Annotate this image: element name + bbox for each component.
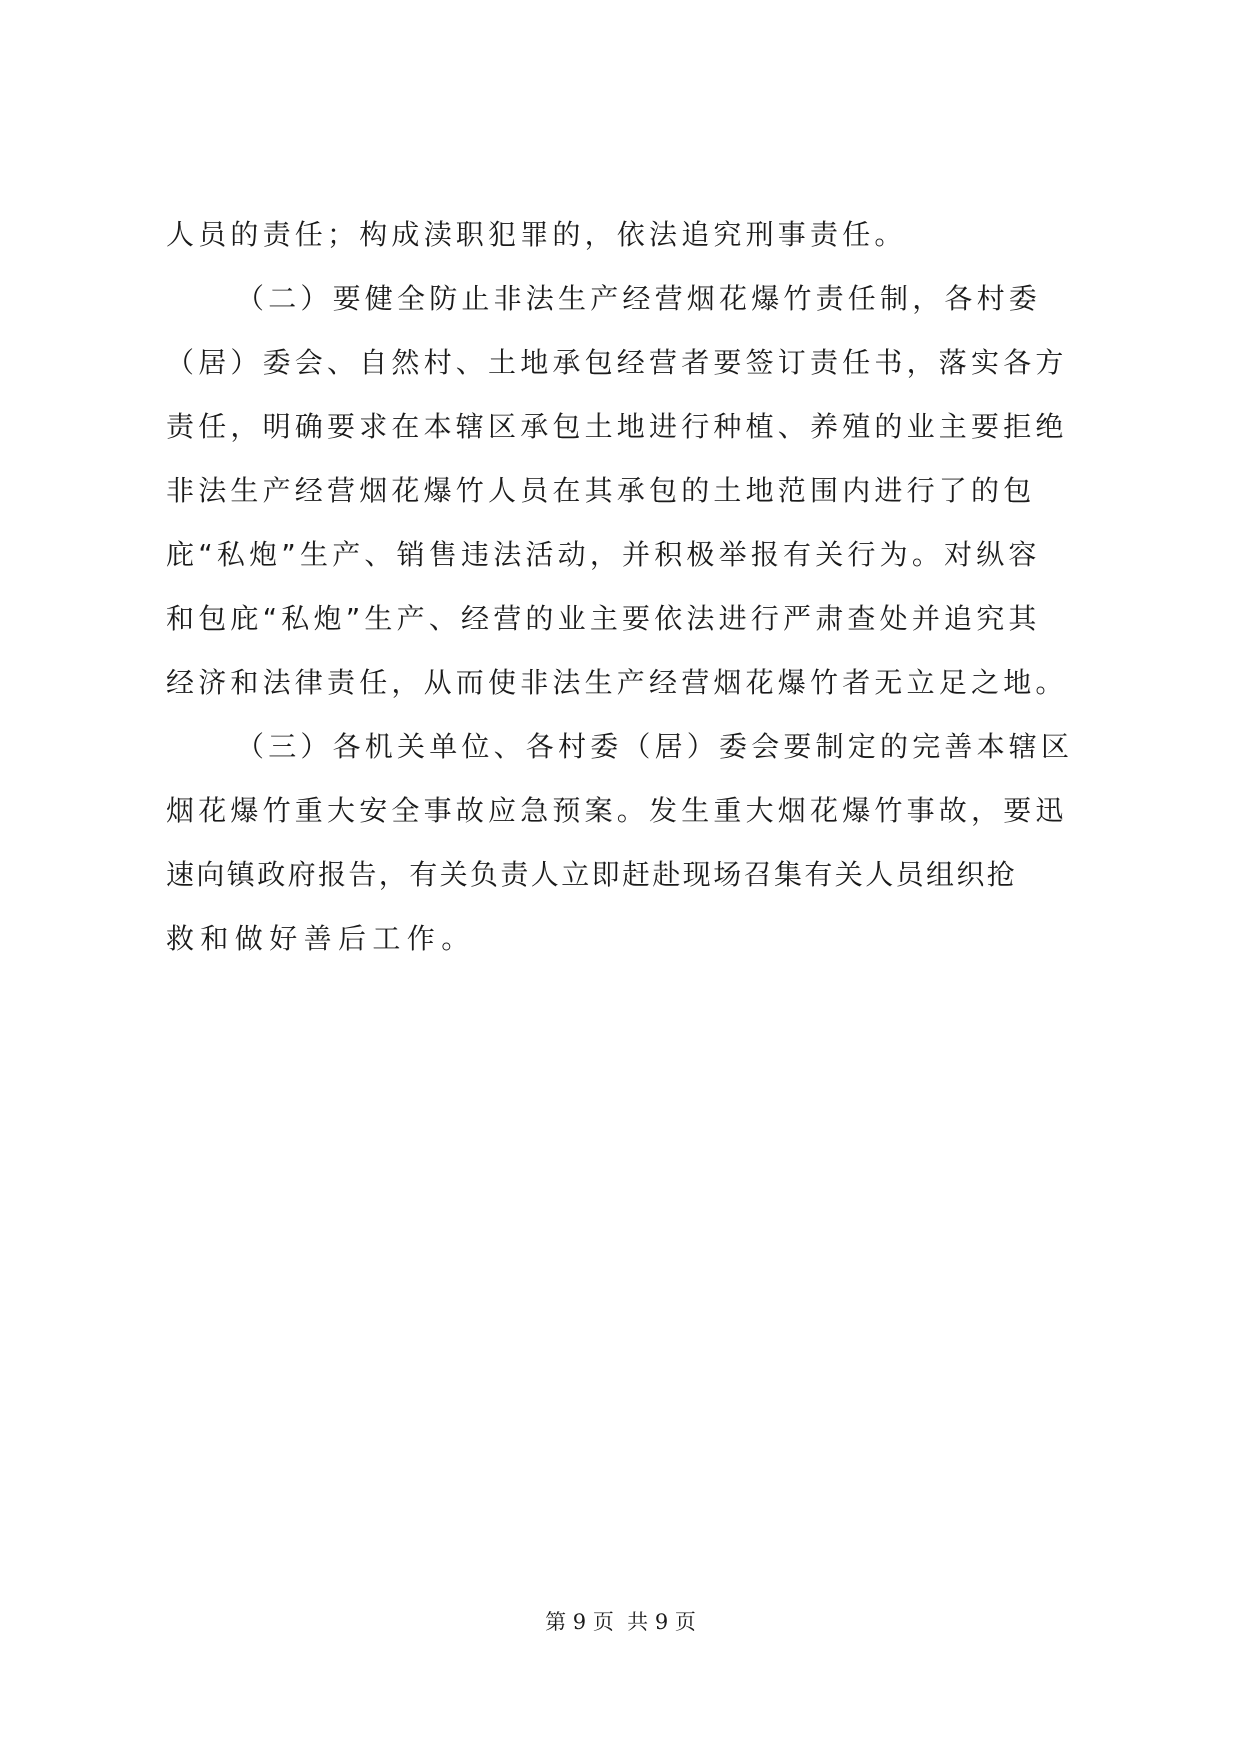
paragraph-2-line-4: 非法生产经营烟花爆竹人员在其承包的土地范围内进行了的包 — [166, 474, 1036, 507]
body-text — [166, 203, 1076, 971]
paragraph-2-line-2: （居）委会、自然村、土地承包经营者要签订责任书，落实各方 — [166, 346, 1068, 379]
paragraph-2-line-5: 庇“私炮”生产、销售违法活动，并积极举报有关行为。对纵容 — [166, 538, 1041, 571]
paragraph-3-line-3: 速向镇政府报告，有关负责人立即赶赴现场召集有关人员组织抢 — [166, 858, 1018, 891]
paragraph-1-line-1: 人员的责任；构成渎职犯罪的，依法追究刑事责任。 — [166, 218, 907, 251]
page-number-label: 第 9 页 共 9 页 — [545, 1610, 696, 1634]
paragraph-3-line-4: 救和做好善后工作。 — [166, 922, 476, 955]
paragraph-3-line-2: 烟花爆竹重大安全事故应急预案。发生重大烟花爆竹事故，要迅 — [166, 794, 1068, 827]
paragraph-3-line-1: （三）各机关单位、各村委（居）委会要制定的完善本辖区 — [236, 730, 1074, 763]
paragraph-2-line-7: 经济和法律责任，从而使非法生产经营烟花爆竹者无立足之地。 — [166, 666, 1068, 699]
page-footer — [0, 1607, 1241, 1637]
paragraph-2-line-6: 和包庇“私炮”生产、经营的业主要依法进行严肃查处并追究其 — [166, 602, 1041, 635]
paragraph-2-line-1: （二）要健全防止非法生产经营烟花爆竹责任制，各村委 — [236, 282, 1042, 315]
paragraph-2-line-3: 责任，明确要求在本辖区承包土地进行种植、养殖的业主要拒绝 — [166, 410, 1068, 443]
